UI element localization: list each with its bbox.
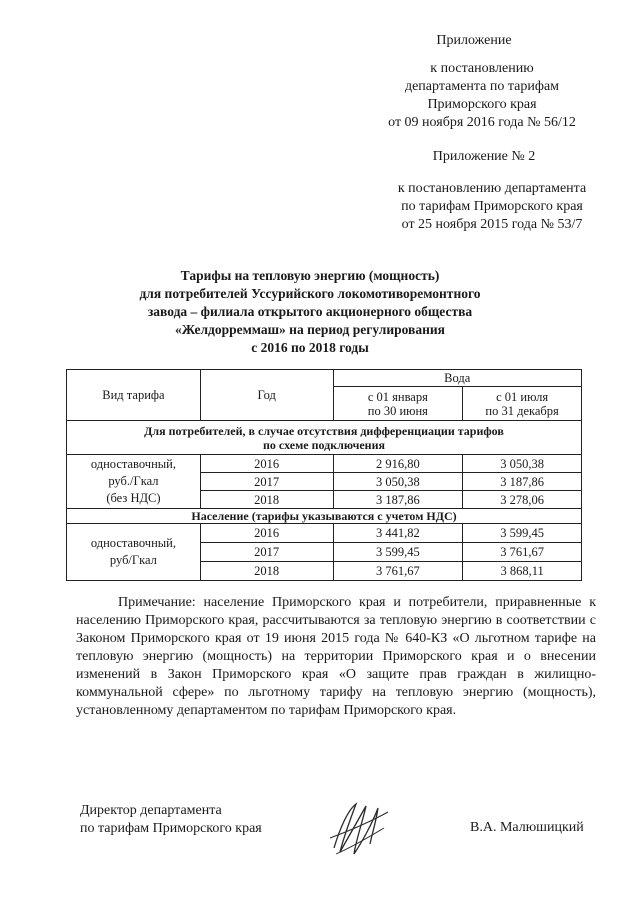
note-section: [76, 594, 596, 720]
tariff-value: 3 187,86: [333, 491, 463, 509]
tariff-value: 3 761,67: [333, 562, 463, 581]
resolution-line: к постановлению: [430, 61, 534, 76]
tariff-value: 3 050,38: [333, 473, 463, 491]
section-population: Население (тарифы указываются с учетом НДС): [67, 509, 582, 524]
header-water: Вода: [333, 370, 582, 387]
appendix-label: Приложение: [436, 33, 512, 48]
handwritten-signature: [326, 798, 396, 858]
tariff-value: 2 916,80: [333, 455, 463, 473]
tariff-table: [66, 369, 582, 581]
prev-resolution-line3: от 25 ноября 2015 года № 53/7: [401, 217, 583, 232]
note-text: Примечание: население Приморского края и потребители, приравненные к населению Приморского края, рассчитываются за тепловую энергию в соответствии с Законом Приморского края от 19 июня 2015 года № 640-КЗ «О льготном тарифе на тепловую энергию (мощность) на территории Приморского края и о внесении изменений в Закон Приморского края «О защите прав граждан в жилищно-коммунальной сфере» по льготному тарифу на тепловую энергию (мощность), установленному департаментом по тарифам Приморского края.: [76, 595, 596, 718]
prev-resolution-line1: к постановлению департамента: [397, 181, 587, 196]
tariff-value: 3 599,45: [333, 543, 463, 562]
position-line: Директор департамента: [80, 803, 222, 818]
tariff-value: 3 761,67: [463, 543, 582, 562]
prev-resolution-line2: по тарифам Приморского края: [401, 199, 583, 214]
header-tariff-type: Вид тарифа: [67, 370, 201, 421]
resolution-date: от 09 ноября 2016 года № 56/12: [388, 115, 576, 130]
resolution-region: Приморского края: [427, 97, 537, 112]
year-cell: 2016: [200, 455, 333, 473]
section-consumers: Для потребителей, в случае отсутствия дифференциации тарифов по схеме подключения: [67, 421, 582, 455]
tariff-type-1: одноставочный, руб./Гкал (без НДС): [67, 455, 201, 509]
year-cell: 2016: [200, 524, 333, 543]
resolution-department: департамента по тарифам: [404, 79, 560, 94]
year-cell: 2018: [200, 562, 333, 581]
header-period-1: с 01 января по 30 июня: [333, 387, 463, 421]
header-year: Год: [200, 370, 333, 421]
tariff-value: 3 050,38: [463, 455, 582, 473]
appendix2-label: Приложение № 2: [432, 149, 536, 164]
tariff-value: 3 599,45: [463, 524, 582, 543]
tariff-value: 3 187,86: [463, 473, 582, 491]
signatory-position: [80, 802, 262, 838]
title-line: завода – филиала открытого акционерного общества: [147, 304, 473, 319]
header-period-2: с 01 июля по 31 декабря: [463, 387, 582, 421]
title-line: для потребителей Уссурийского локомотиворемонтного: [139, 286, 481, 301]
appendix-header: [404, 32, 544, 50]
tariff-value: 3 278,06: [463, 491, 582, 509]
position-line: по тарифам Приморского края: [80, 821, 262, 836]
title-line: «Желдорреммаш» на период регулирования: [175, 322, 445, 337]
signatory-name: В.А. Малюшицкий: [470, 820, 584, 835]
resolution-reference: [362, 60, 602, 132]
tariff-type-2: одноставочный, руб/Гкал: [67, 524, 201, 581]
document-title: [90, 267, 530, 357]
title-line: Тарифы на тепловую энергию (мощность): [180, 268, 440, 283]
year-cell: 2017: [200, 543, 333, 562]
previous-resolution-reference: [362, 180, 622, 234]
year-cell: 2017: [200, 473, 333, 491]
tariff-value: 3 868,11: [463, 562, 582, 581]
tariff-value: 3 441,82: [333, 524, 463, 543]
appendix2-header: [404, 148, 564, 166]
title-line: с 2016 по 2018 годы: [251, 340, 369, 355]
year-cell: 2018: [200, 491, 333, 509]
